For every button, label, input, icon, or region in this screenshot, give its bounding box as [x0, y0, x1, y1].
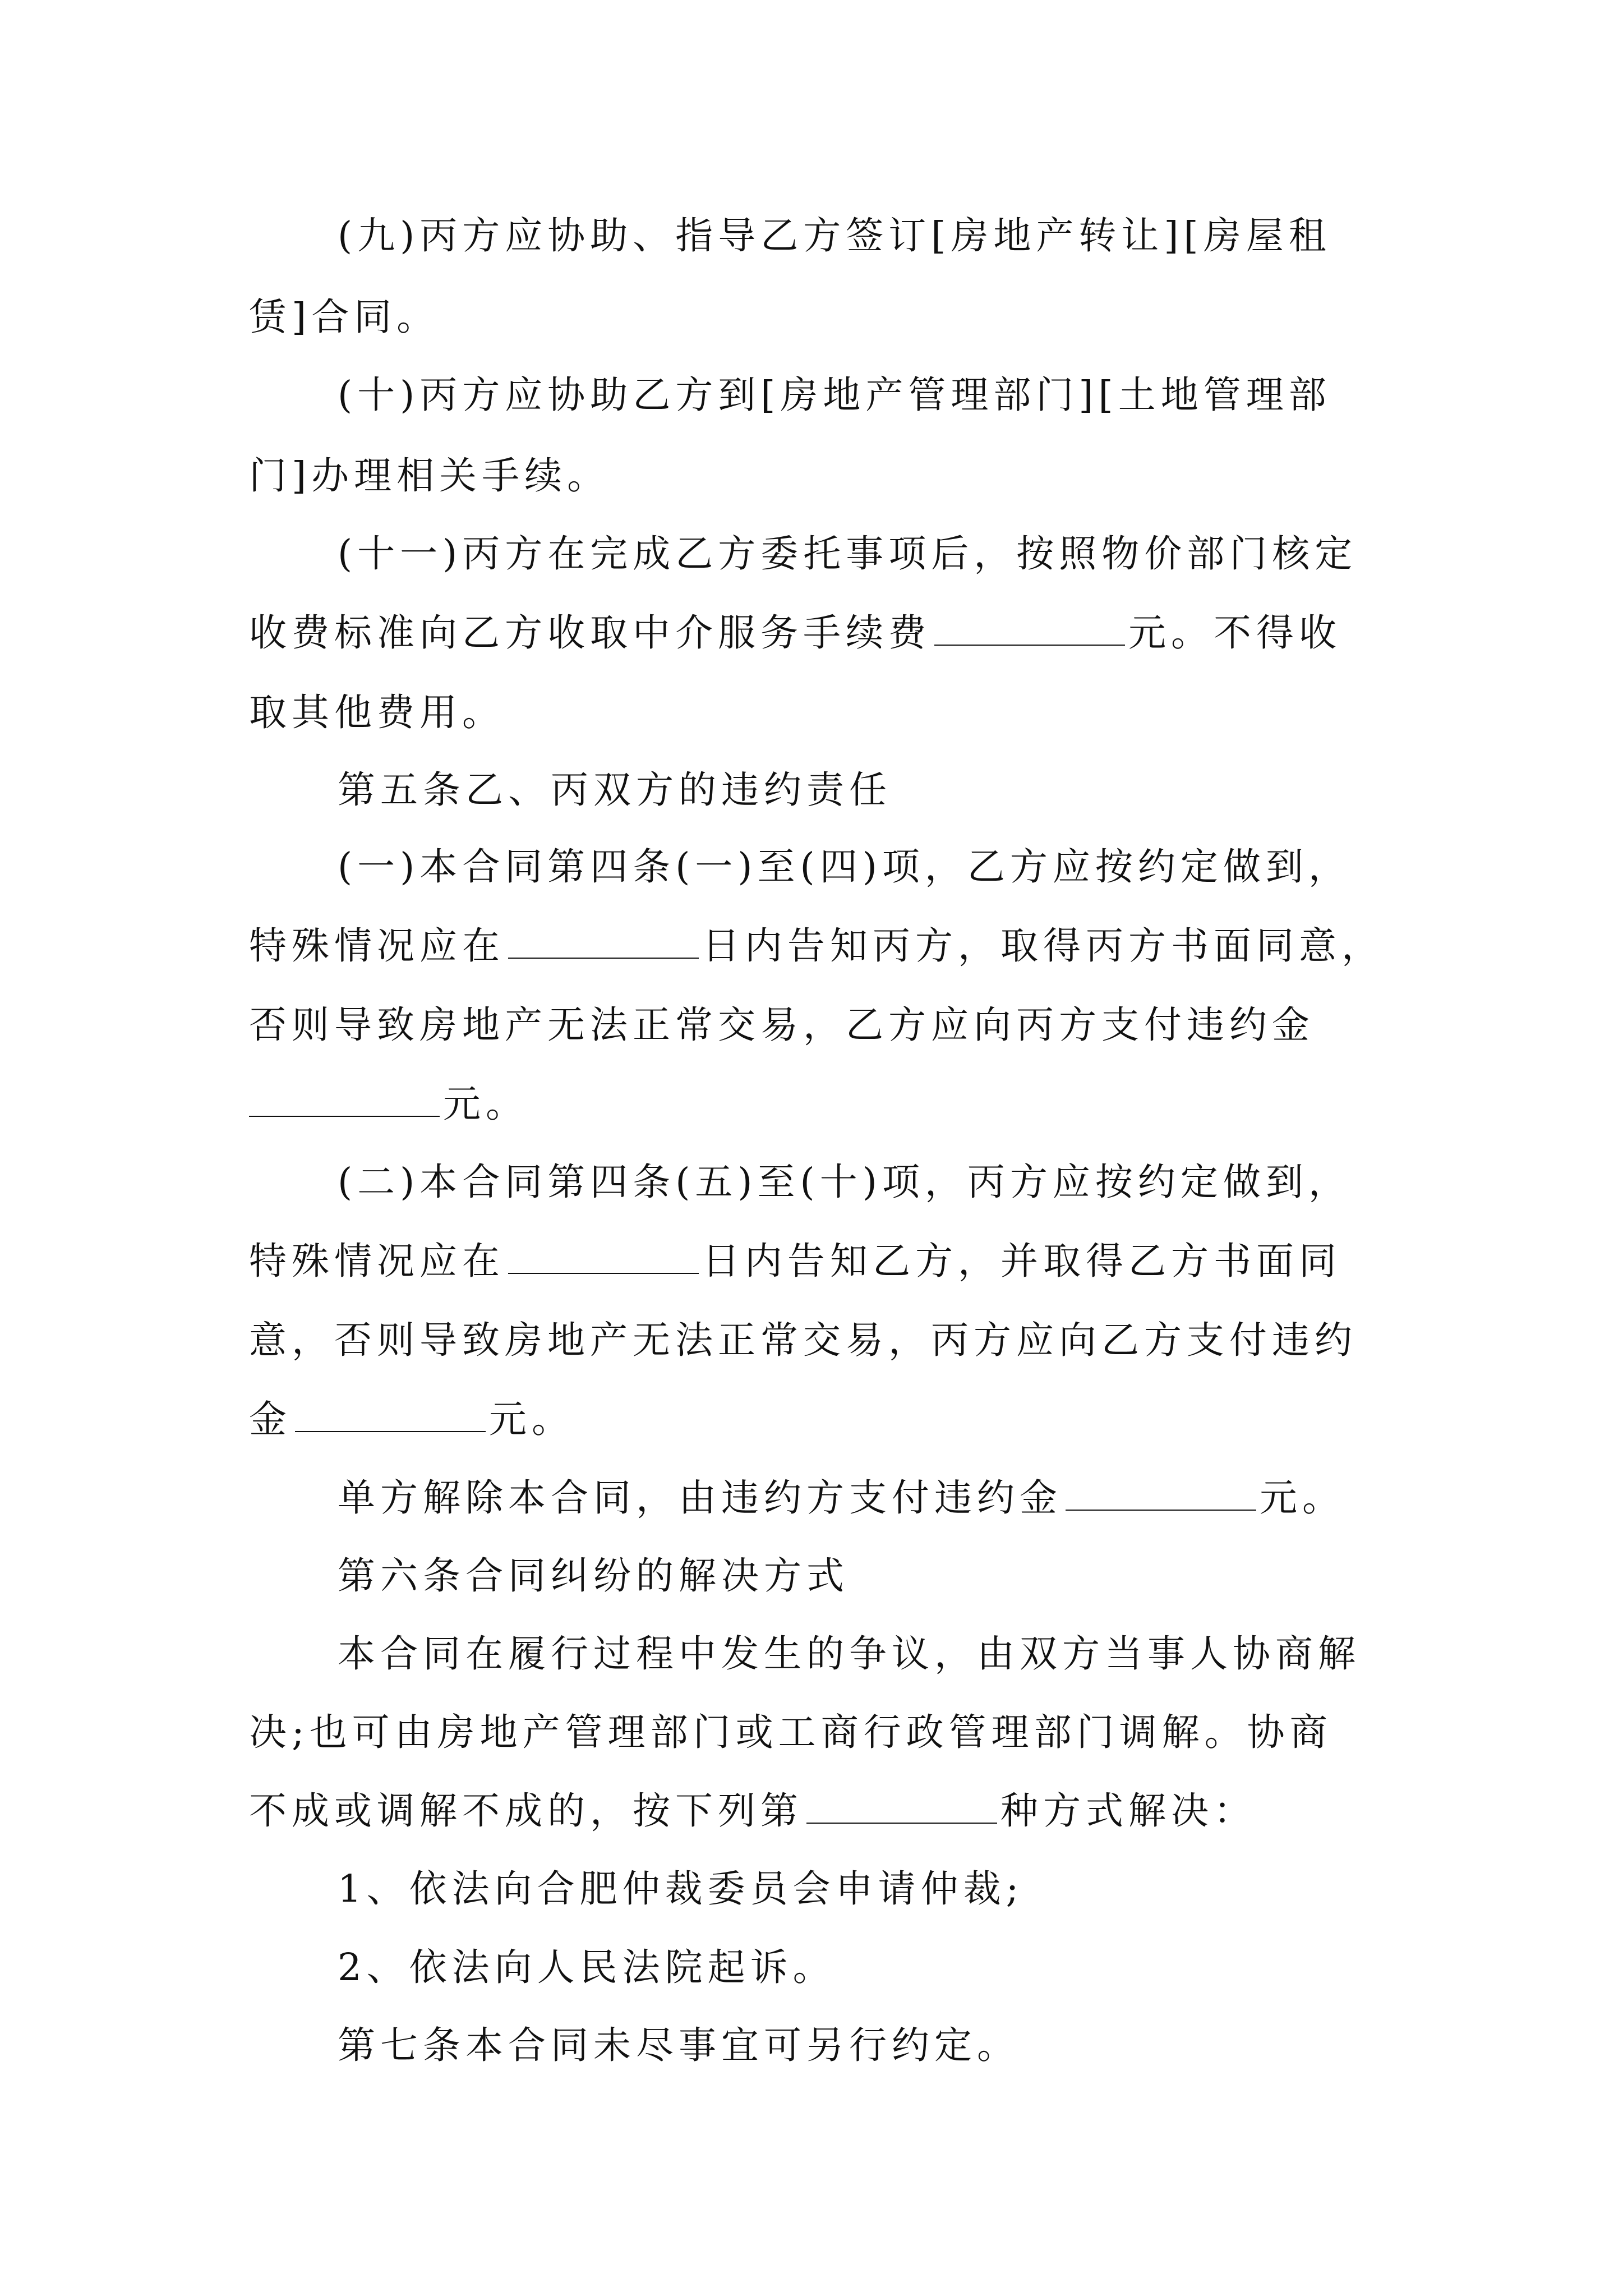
method-number-blank: [806, 1790, 997, 1824]
article-5-item-1-line-2: [249, 923, 1384, 968]
article-5-item-2-line-3: 意，否则导致房地产无法正常交易，丙方应向乙方支付违约: [249, 1318, 1357, 1362]
article-5-item-2-line-2: [249, 1239, 1341, 1283]
article-7: 第七条本合同未尽事宜可另行约定。: [338, 2023, 1020, 2067]
option-2-litigation: 2、依法向人民法院起诉。: [338, 1945, 836, 1989]
notice-days-blank-1: [508, 925, 699, 959]
method-text-before: 不成或调解不成的，按下列第: [249, 1789, 803, 1833]
penalty-2-text-before: 金: [249, 1397, 292, 1441]
article-6-heading: 第六条合同纠纷的解决方式: [338, 1554, 849, 1598]
para-9-line-2: 赁]合同。: [249, 295, 440, 339]
para-9-line-1: (九)丙方应协助、指导乙方签订[房地产转让][房屋租: [338, 214, 1331, 257]
notice-days-text-before: 特殊情况应在: [249, 924, 505, 968]
notice-days-blank-2: [508, 1240, 699, 1274]
para-11-line-2: [249, 610, 1341, 655]
article-5-item-1-line-1: (一)本合同第四条(一)至(四)项，乙方应按约定做到，: [338, 845, 1351, 889]
penalty-blank-1: [249, 1083, 440, 1117]
article-5-item-1-line-4: [249, 1082, 528, 1126]
fee-blank: [934, 612, 1125, 646]
notice-days-2-text-before: 特殊情况应在: [249, 1239, 505, 1283]
notice-days-2-text-after: 日内告知乙方，并取得乙方书面同: [702, 1239, 1341, 1283]
para-10-line-1: (十)丙方应协助乙方到[房地产管理部门][土地管理部: [338, 373, 1331, 417]
method-text-after: 种方式解决：: [1000, 1789, 1256, 1833]
article-6-line-1: 本合同在履行过程中发生的争议，由双方当事人协商解: [338, 1632, 1361, 1676]
fee-text-after: 元。不得收: [1128, 611, 1341, 655]
notice-days-text-after: 日内告知丙方，取得丙方书面同意，: [702, 924, 1384, 968]
penalty-blank-2: [295, 1398, 486, 1432]
article-5-heading: 第五条乙、丙双方的违约责任: [338, 768, 892, 812]
termination-text-after: 元。: [1260, 1476, 1345, 1520]
option-1-arbitration: 1、依法向合肥仲裁委员会申请仲裁;: [338, 1867, 1024, 1911]
termination-penalty-blank: [1066, 1477, 1256, 1511]
article-5-item-2-line-4: [249, 1397, 574, 1442]
article-6-line-2: 决;也可由房地产管理部门或工商行政管理部门调解。协商: [249, 1710, 1332, 1754]
penalty-text-after: 元。: [443, 1082, 528, 1126]
unilateral-termination-line: [338, 1475, 1345, 1520]
article-5-item-1-line-3: 否则导致房地产无法正常交易，乙方应向丙方支付违约金: [249, 1003, 1315, 1047]
para-10-line-2: 门]办理相关手续。: [249, 454, 610, 498]
fee-text-before: 收费标准向乙方收取中介服务手续费: [249, 611, 931, 655]
para-11-line-3: 取其他费用。: [249, 691, 505, 734]
penalty-2-text-after: 元。: [489, 1397, 574, 1441]
para-11-line-1: (十一)丙方在完成乙方委托事项后，按照物价部门核定: [338, 532, 1358, 576]
article-5-item-2-line-1: (二)本合同第四条(五)至(十)项，丙方应按约定做到，: [338, 1160, 1351, 1204]
termination-text-before: 单方解除本合同，由违约方支付违约金: [338, 1476, 1062, 1520]
article-6-line-3: [249, 1788, 1256, 1833]
